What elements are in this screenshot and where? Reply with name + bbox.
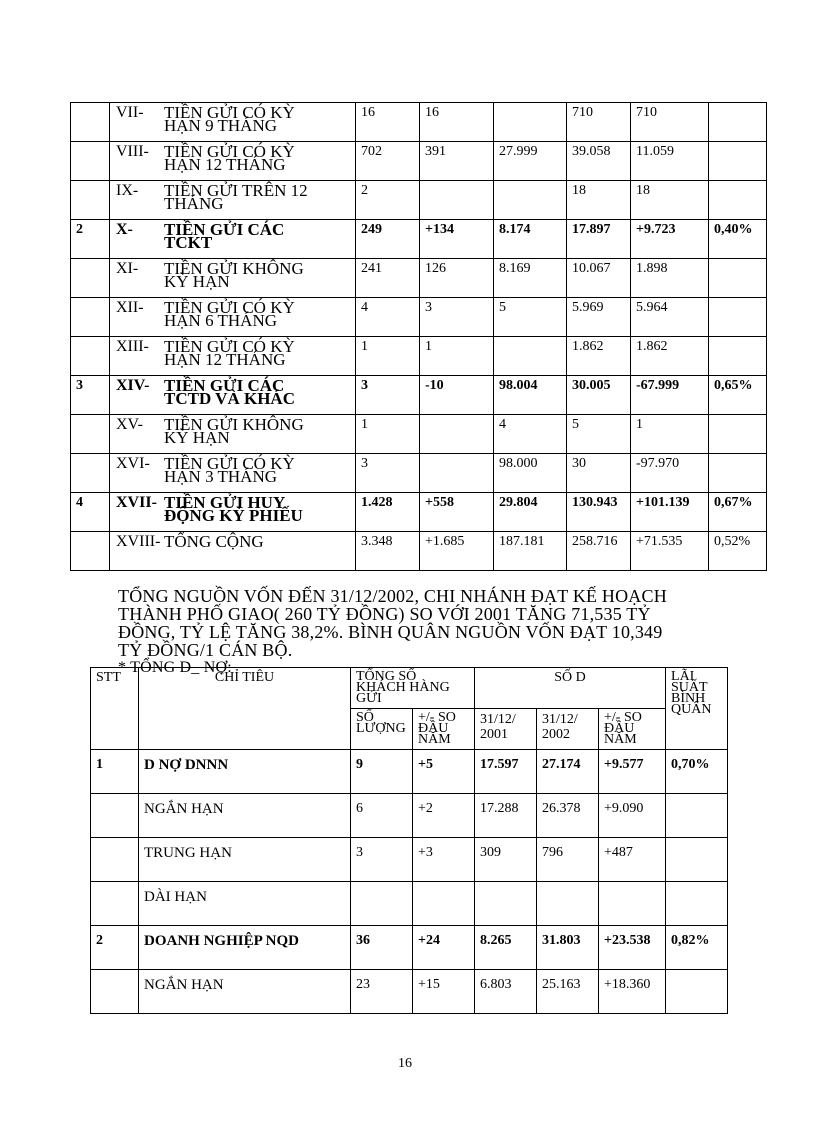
deposit-cell-c2: 16 bbox=[420, 103, 494, 142]
item-roman-numeral: X- bbox=[116, 221, 133, 238]
loan-cell-name: NGẮN HẠN bbox=[139, 970, 351, 1014]
loan-cell-stt: 2 bbox=[91, 926, 139, 970]
deposit-cell-c1: 249 bbox=[356, 220, 420, 259]
deposit-row bbox=[71, 532, 767, 571]
deposit-cell-c4: 710 bbox=[567, 103, 631, 142]
loan-cell-c4 bbox=[537, 882, 599, 926]
summary-paragraph bbox=[118, 587, 698, 677]
header-so-d: SỐ D bbox=[475, 668, 666, 709]
item-name: TIỀN GỬI CÁC TCKT bbox=[164, 220, 285, 252]
deposit-item-label bbox=[110, 142, 356, 181]
deposit-cell-c5: +101.139 bbox=[631, 493, 709, 532]
deposit-cell-c1: 3 bbox=[356, 376, 420, 415]
item-roman-numeral: XV- bbox=[116, 416, 143, 433]
loan-cell-c3 bbox=[475, 882, 537, 926]
deposit-cell-c2: +558 bbox=[420, 493, 494, 532]
item-roman-numeral: IX- bbox=[116, 182, 139, 199]
item-name: TIỀN GỬI KHÔNG KỲ HẠN bbox=[164, 415, 304, 447]
header-so-luong: SỐ LƯỢNG bbox=[351, 709, 413, 750]
deposit-item-label bbox=[110, 220, 356, 259]
loan-cell-c5: +23.538 bbox=[599, 926, 666, 970]
deposit-cell-c6 bbox=[709, 454, 767, 493]
deposit-cell-c1: 16 bbox=[356, 103, 420, 142]
deposit-cell-c6 bbox=[709, 103, 767, 142]
loan-cell-name: DÀI HẠN bbox=[139, 882, 351, 926]
loan-cell-c1: 9 bbox=[351, 750, 413, 794]
deposit-cell-c2: +1.685 bbox=[420, 532, 494, 571]
deposit-cell-num bbox=[71, 532, 110, 571]
deposit-cell-c6 bbox=[709, 181, 767, 220]
deposit-cell-c1: 4 bbox=[356, 298, 420, 337]
item-name: TIỀN GỬI CÓ KỲ HẠN 12 THÁNG bbox=[164, 142, 295, 174]
loan-row bbox=[91, 882, 728, 926]
loan-cell-stt bbox=[91, 794, 139, 838]
deposit-cell-c6 bbox=[709, 415, 767, 454]
deposit-cell-c6: 0,65% bbox=[709, 376, 767, 415]
deposit-cell-c1: 241 bbox=[356, 259, 420, 298]
deposit-cell-c3: 5 bbox=[494, 298, 567, 337]
deposit-cell-c1: 3.348 bbox=[356, 532, 420, 571]
deposit-cell-c1: 1 bbox=[356, 337, 420, 376]
header-lai-suat: LÃI SUẤT BÌNH QUÂN bbox=[666, 668, 728, 750]
item-name: TIỀN GỬI CÓ KỲ HẠN 12 THÁNG bbox=[164, 337, 295, 369]
header-so-dau-nam: +/- SO ĐẦU NĂM bbox=[413, 709, 475, 750]
loan-cell-stt bbox=[91, 882, 139, 926]
loan-row bbox=[91, 838, 728, 882]
header-2002: 31/12/ 2002 bbox=[537, 709, 599, 750]
deposit-cell-c6 bbox=[709, 259, 767, 298]
deposit-cell-c2 bbox=[420, 454, 494, 493]
deposit-cell-c5: 5.964 bbox=[631, 298, 709, 337]
item-roman-numeral: XVIII- bbox=[116, 533, 161, 550]
deposit-cell-c2: +134 bbox=[420, 220, 494, 259]
loan-cell-c6: 0,82% bbox=[666, 926, 728, 970]
deposit-cell-num bbox=[71, 259, 110, 298]
deposit-cell-c1: 3 bbox=[356, 454, 420, 493]
deposit-cell-c4: 30.005 bbox=[567, 376, 631, 415]
item-roman-numeral: XII- bbox=[116, 299, 144, 316]
loan-cell-c6 bbox=[666, 838, 728, 882]
deposit-item-label bbox=[110, 337, 356, 376]
item-name: TỔNG CỘNG bbox=[164, 532, 264, 551]
deposit-row bbox=[71, 337, 767, 376]
header-tong-so: TỔNG SỐ KHÁCH HÀNG GỬI bbox=[351, 668, 475, 709]
deposit-cell-c5: 18 bbox=[631, 181, 709, 220]
loan-cell-stt: 1 bbox=[91, 750, 139, 794]
summary-line-2: THÀNH PHỐ GIAO( 260 TỶ ĐỒNG) SO VỚI 2001 TĂNG 71,535 TỶ bbox=[118, 604, 651, 624]
deposit-row bbox=[71, 142, 767, 181]
loan-cell-stt bbox=[91, 970, 139, 1014]
deposit-cell-c4: 10.067 bbox=[567, 259, 631, 298]
loan-cell-stt bbox=[91, 838, 139, 882]
loan-cell-c1: 23 bbox=[351, 970, 413, 1014]
header-so-dau-nam-2: +/- SO ĐẦU NĂM bbox=[599, 709, 666, 750]
deposit-cell-c6 bbox=[709, 298, 767, 337]
loan-cell-name: TRUNG HẠN bbox=[139, 838, 351, 882]
loan-cell-c5: +18.360 bbox=[599, 970, 666, 1014]
deposit-cell-c3 bbox=[494, 181, 567, 220]
deposit-cell-c4: 5 bbox=[567, 415, 631, 454]
deposit-row bbox=[71, 181, 767, 220]
page-number: 16 bbox=[398, 1056, 412, 1071]
deposit-cell-c6 bbox=[709, 142, 767, 181]
deposit-cell-c4: 1.862 bbox=[567, 337, 631, 376]
loan-cell-c2: +5 bbox=[413, 750, 475, 794]
loan-cell-c4: 26.378 bbox=[537, 794, 599, 838]
loan-cell-c1: 36 bbox=[351, 926, 413, 970]
loan-cell-c6: 0,70% bbox=[666, 750, 728, 794]
summary-line-5: * TỔNG D_ NỢ: bbox=[118, 659, 232, 676]
deposit-row bbox=[71, 376, 767, 415]
loan-cell-c3: 17.288 bbox=[475, 794, 537, 838]
deposit-cell-c2 bbox=[420, 415, 494, 454]
deposit-cell-c5: 1.898 bbox=[631, 259, 709, 298]
loan-row bbox=[91, 970, 728, 1014]
item-name: TIỀN GỬI CÓ KỲ HẠN 6 THÁNG bbox=[164, 298, 295, 330]
deposit-cell-c1: 702 bbox=[356, 142, 420, 181]
loan-cell-c5: +487 bbox=[599, 838, 666, 882]
deposit-cell-c3: 187.181 bbox=[494, 532, 567, 571]
loan-cell-c5: +9.090 bbox=[599, 794, 666, 838]
deposit-cell-num bbox=[71, 298, 110, 337]
deposit-cell-num: 3 bbox=[71, 376, 110, 415]
loan-cell-c6 bbox=[666, 794, 728, 838]
deposit-cell-c3: 8.169 bbox=[494, 259, 567, 298]
deposit-cell-c3 bbox=[494, 103, 567, 142]
deposit-item-label bbox=[110, 103, 356, 142]
item-roman-numeral: VIII- bbox=[116, 143, 149, 160]
loan-cell-c3: 309 bbox=[475, 838, 537, 882]
deposit-cell-c2: 391 bbox=[420, 142, 494, 181]
item-roman-numeral: XVI- bbox=[116, 455, 150, 472]
loan-row bbox=[91, 926, 728, 970]
deposit-cell-c3: 4 bbox=[494, 415, 567, 454]
loan-cell-c2: +24 bbox=[413, 926, 475, 970]
deposit-cell-c4: 39.058 bbox=[567, 142, 631, 181]
deposit-item-label bbox=[110, 493, 356, 532]
header-2001: 31/12/ 2001 bbox=[475, 709, 537, 750]
deposit-cell-c3: 27.999 bbox=[494, 142, 567, 181]
loan-cell-c6 bbox=[666, 882, 728, 926]
deposit-cell-num bbox=[71, 181, 110, 220]
deposit-cell-c5: 1.862 bbox=[631, 337, 709, 376]
loan-cell-c1 bbox=[351, 882, 413, 926]
deposit-cell-c6: 0,40% bbox=[709, 220, 767, 259]
loan-table bbox=[90, 667, 728, 1014]
loan-cell-c4: 25.163 bbox=[537, 970, 599, 1014]
deposit-cell-c1: 1.428 bbox=[356, 493, 420, 532]
deposit-cell-c4: 18 bbox=[567, 181, 631, 220]
deposit-cell-c2: 1 bbox=[420, 337, 494, 376]
deposit-cell-num bbox=[71, 454, 110, 493]
loan-cell-c2: +15 bbox=[413, 970, 475, 1014]
loan-cell-c1: 6 bbox=[351, 794, 413, 838]
item-roman-numeral: XIII- bbox=[116, 338, 149, 355]
deposit-item-label bbox=[110, 376, 356, 415]
deposit-item-label bbox=[110, 298, 356, 337]
deposit-cell-c5: -97.970 bbox=[631, 454, 709, 493]
deposit-cell-c3: 98.004 bbox=[494, 376, 567, 415]
deposit-cell-c3: 8.174 bbox=[494, 220, 567, 259]
loan-cell-c3: 8.265 bbox=[475, 926, 537, 970]
deposit-cell-c2: -10 bbox=[420, 376, 494, 415]
deposit-cell-c3 bbox=[494, 337, 567, 376]
deposit-row bbox=[71, 298, 767, 337]
deposit-cell-num bbox=[71, 415, 110, 454]
loan-cell-name: NGẮN HẠN bbox=[139, 794, 351, 838]
deposit-cell-c5: -67.999 bbox=[631, 376, 709, 415]
loan-cell-c4: 31.803 bbox=[537, 926, 599, 970]
deposit-cell-c4: 17.897 bbox=[567, 220, 631, 259]
loan-cell-c3: 17.597 bbox=[475, 750, 537, 794]
deposit-cell-num: 4 bbox=[71, 493, 110, 532]
deposit-cell-c4: 30 bbox=[567, 454, 631, 493]
loan-table-header bbox=[91, 668, 728, 709]
deposit-item-label bbox=[110, 181, 356, 220]
deposit-item-label bbox=[110, 259, 356, 298]
loan-cell-name: DOANH NGHIỆP NQD bbox=[139, 926, 351, 970]
loan-cell-c2 bbox=[413, 882, 475, 926]
item-name: TIỀN GỬI KHÔNG KỲ HẠN bbox=[164, 259, 304, 291]
deposit-item-label bbox=[110, 454, 356, 493]
item-roman-numeral: VII- bbox=[116, 104, 144, 121]
loan-row bbox=[91, 794, 728, 838]
deposit-cell-c5: 11.059 bbox=[631, 142, 709, 181]
deposit-cell-c3: 98.000 bbox=[494, 454, 567, 493]
deposit-cell-c5: +9.723 bbox=[631, 220, 709, 259]
deposit-cell-c1: 2 bbox=[356, 181, 420, 220]
deposit-cell-c4: 5.969 bbox=[567, 298, 631, 337]
item-name: TIỀN GỬI HUY ĐỘNG KỲ PHIẾU bbox=[164, 493, 303, 525]
loan-cell-c2: +2 bbox=[413, 794, 475, 838]
item-name: TIỀN GỬI CÓ KỲ HẠN 3 THÁNG bbox=[164, 454, 295, 486]
item-name: TIỀN GỬI TRÊN 12 THÁNG bbox=[164, 181, 308, 213]
deposit-table bbox=[70, 102, 767, 571]
deposit-cell-num bbox=[71, 103, 110, 142]
loan-cell-c2: +3 bbox=[413, 838, 475, 882]
header-chi-tieu: CHỈ TIÊU bbox=[139, 668, 351, 750]
loan-row bbox=[91, 750, 728, 794]
deposit-cell-c2: 3 bbox=[420, 298, 494, 337]
deposit-cell-c5: +71.535 bbox=[631, 532, 709, 571]
deposit-cell-c3: 29.804 bbox=[494, 493, 567, 532]
deposit-cell-c4: 258.716 bbox=[567, 532, 631, 571]
deposit-cell-c1: 1 bbox=[356, 415, 420, 454]
deposit-cell-num bbox=[71, 337, 110, 376]
deposit-cell-c5: 710 bbox=[631, 103, 709, 142]
deposit-cell-c6: 0,52% bbox=[709, 532, 767, 571]
loan-cell-c5: +9.577 bbox=[599, 750, 666, 794]
deposit-row bbox=[71, 259, 767, 298]
deposit-cell-c4: 130.943 bbox=[567, 493, 631, 532]
deposit-cell-num: 2 bbox=[71, 220, 110, 259]
deposit-cell-num bbox=[71, 142, 110, 181]
deposit-cell-c2: 126 bbox=[420, 259, 494, 298]
item-name: TIỀN GỬI CÁC TCTD VÀ KHÁC bbox=[164, 376, 295, 408]
deposit-cell-c2 bbox=[420, 181, 494, 220]
deposit-row bbox=[71, 415, 767, 454]
deposit-item-label bbox=[110, 532, 356, 571]
deposit-item-label bbox=[110, 415, 356, 454]
deposit-cell-c5: 1 bbox=[631, 415, 709, 454]
item-roman-numeral: XI- bbox=[116, 260, 139, 277]
item-roman-numeral: XVII- bbox=[116, 494, 157, 511]
loan-cell-c5 bbox=[599, 882, 666, 926]
item-name: TIỀN GỬI CÓ KỲ HẠN 9 THÁNG bbox=[164, 103, 295, 135]
deposit-row bbox=[71, 454, 767, 493]
loan-cell-c1: 3 bbox=[351, 838, 413, 882]
deposit-row bbox=[71, 493, 767, 532]
deposit-cell-c6 bbox=[709, 337, 767, 376]
loan-cell-c6 bbox=[666, 970, 728, 1014]
loan-cell-name: D NỢ DNNN bbox=[139, 750, 351, 794]
header-stt: STT bbox=[91, 668, 139, 750]
summary-line-1: TỔNG NGUỒN VỐN ĐẾN 31/12/2002, CHI NHÁNH ĐẠT KẾ HOẠCH bbox=[118, 586, 667, 606]
loan-cell-c4: 27.174 bbox=[537, 750, 599, 794]
summary-line-3: ĐỒNG, TỶ LỆ TĂNG 38,2%. BÌNH QUÂN NGUỒN VỐN ĐẠT 10,349 bbox=[118, 622, 663, 642]
loan-cell-c3: 6.803 bbox=[475, 970, 537, 1014]
deposit-cell-c6: 0,67% bbox=[709, 493, 767, 532]
deposit-row bbox=[71, 220, 767, 259]
deposit-row bbox=[71, 103, 767, 142]
item-roman-numeral: XIV- bbox=[116, 377, 150, 394]
summary-line-4: TỶ ĐỒNG/1 CÁN BỘ. bbox=[118, 640, 293, 660]
loan-cell-c4: 796 bbox=[537, 838, 599, 882]
